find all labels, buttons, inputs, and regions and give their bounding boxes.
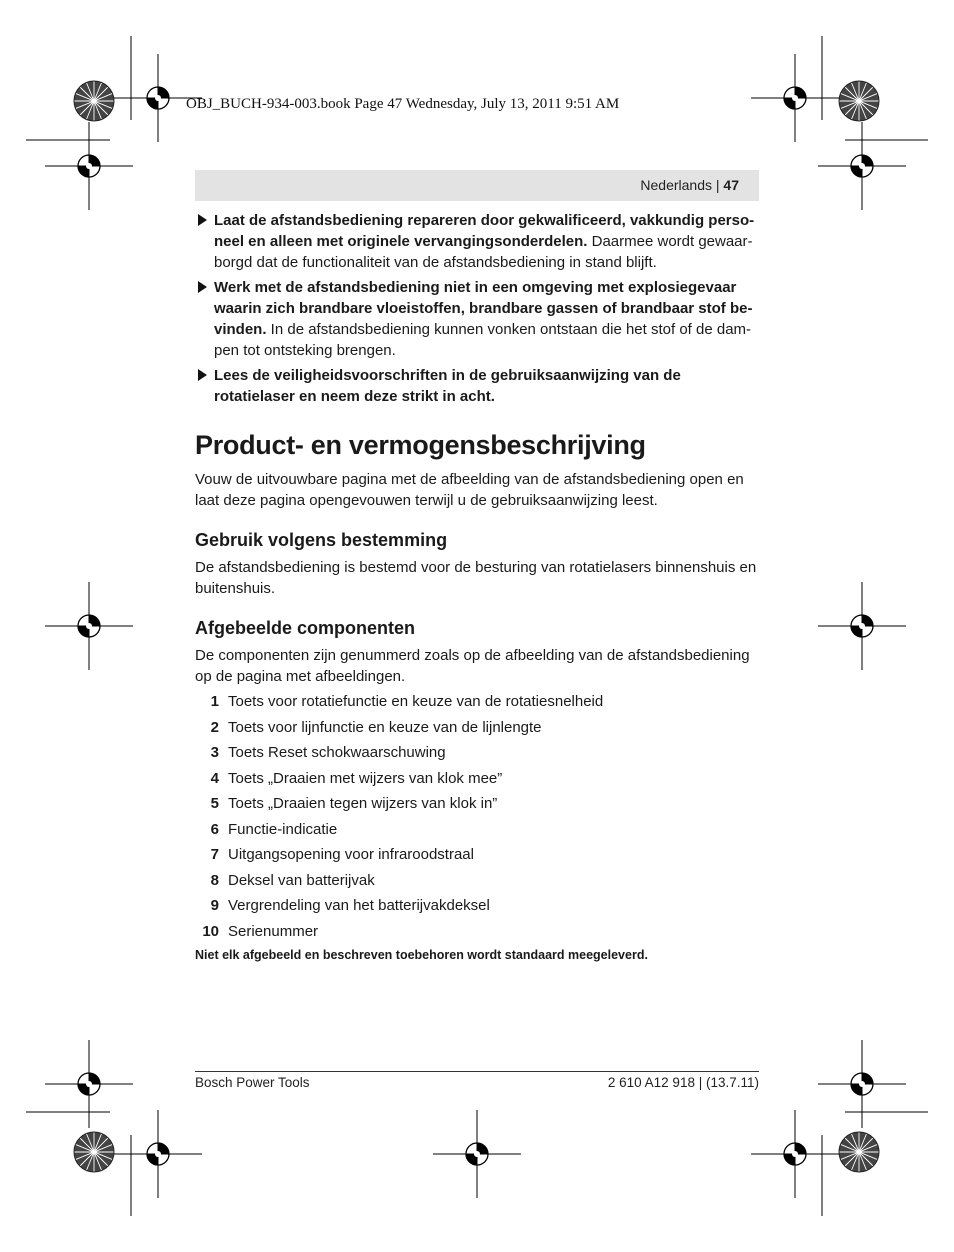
- list-item: [195, 691, 759, 717]
- item-number: 5: [210, 795, 219, 812]
- safety-bullet: [195, 277, 759, 361]
- item-label: Uitgangsopening voor infraroodstraal: [228, 846, 474, 863]
- bullet-text: Daarmee wordt gewaar-borgd dat de functionaliteit van de afstandsbediening in stand blijft.: [214, 233, 753, 271]
- item-label: Toets voor lijnfunctie en keuze van de lijnlengte: [228, 718, 542, 736]
- triangle-bullet-icon: [198, 214, 207, 226]
- components-heading: Afgebeelde componenten: [195, 618, 416, 638]
- usage-text: De afstandsbediening is bestemd voor de besturing van rotatielasers binnenshuis en buitenshuis.: [195, 559, 757, 597]
- item-number: 2: [210, 718, 219, 736]
- footer-doc-number: 2 610 A12 918 | (13.7.11): [607, 1075, 759, 1090]
- item-label: Deksel van batterijvak: [228, 871, 375, 889]
- header-language: Nederlands: [640, 177, 712, 193]
- bullet-bold-text: Lees de veiligheidsvoorschriften in de gebruiksaanwijzing van de rotatielaser en neem deze strikt in acht.: [214, 367, 681, 405]
- components-list: [195, 691, 759, 946]
- item-number: 7: [210, 846, 219, 863]
- item-label: Toets „Draaien met wijzers van klok mee”: [228, 769, 503, 787]
- print-slug: OBJ_BUCH-934-003.book Page 47 Wednesday, July 13, 2011 9:51 AM: [186, 96, 620, 112]
- header-text: [640, 177, 739, 193]
- item-label: Serienummer: [228, 922, 319, 940]
- list-item: [195, 768, 759, 794]
- item-number: 10: [202, 922, 219, 940]
- list-item: [195, 844, 759, 870]
- list-item: [195, 793, 759, 819]
- item-label: Toets voor rotatiefunctie en keuze van de rotatiesnelheid: [228, 693, 604, 710]
- usage-heading: Gebruik volgens bestemming: [195, 530, 448, 550]
- page-content: [195, 210, 759, 964]
- accessories-note: Niet elk afgebeeld en beschreven toebehoren wordt standaard meegeleverd.: [195, 948, 648, 962]
- list-item: [195, 895, 759, 921]
- list-item: [195, 921, 759, 947]
- item-number: 6: [210, 820, 219, 838]
- section-title: Product- en vermogensbeschrijving: [195, 430, 646, 460]
- safety-bullet: [195, 365, 759, 407]
- bullet-bold-text: Laat de afstandsbediening repareren door gekwalificeerd, vakkundig perso-neel en alleen met originele vervangingsonderdelen.: [214, 212, 755, 250]
- safety-bullet: [195, 210, 759, 273]
- running-header: [195, 170, 759, 201]
- components-intro: De componenten zijn genummerd zoals op de afbeelding van de afstandsbediening op de pagina met afbeeldingen.: [195, 647, 750, 685]
- item-number: 1: [210, 693, 219, 710]
- item-label: Toets Reset schokwaarschuwing: [228, 744, 446, 761]
- item-number: 8: [210, 871, 219, 889]
- item-number: 9: [210, 897, 219, 914]
- item-number: 4: [210, 769, 219, 787]
- bullet-bold-text: Werk met de afstandsbediening niet in een omgeving met explosiegevaar waarin zich brandbare vloeistoffen, brandbare gassen of brandbaar stof be-vinden.: [214, 279, 753, 338]
- item-label: Functie-indicatie: [228, 820, 338, 838]
- list-item: [195, 870, 759, 896]
- triangle-bullet-icon: [198, 369, 207, 381]
- item-label: Toets „Draaien tegen wijzers van klok in”: [228, 795, 498, 812]
- footer-divider: [195, 1071, 759, 1072]
- section-intro: Vouw de uitvouwbare pagina met de afbeelding van de afstandsbediening open en laat deze pagina opengevouwen terwijl u de gebruiksaanwijzing leest.: [195, 471, 744, 509]
- header-separator: |: [712, 177, 724, 193]
- item-number: 3: [210, 744, 219, 761]
- list-item: [195, 742, 759, 768]
- list-item: [195, 717, 759, 743]
- bullet-text: In de afstandsbediening kunnen vonken ontstaan die het stof of de dam-pen tot ontsteking brengen.: [214, 321, 752, 359]
- item-label: Vergrendeling van het batterijvakdeksel: [228, 897, 490, 914]
- page-number: 47: [723, 177, 739, 193]
- list-item: [195, 819, 759, 845]
- triangle-bullet-icon: [198, 281, 207, 293]
- footer-brand: Bosch Power Tools: [195, 1075, 310, 1090]
